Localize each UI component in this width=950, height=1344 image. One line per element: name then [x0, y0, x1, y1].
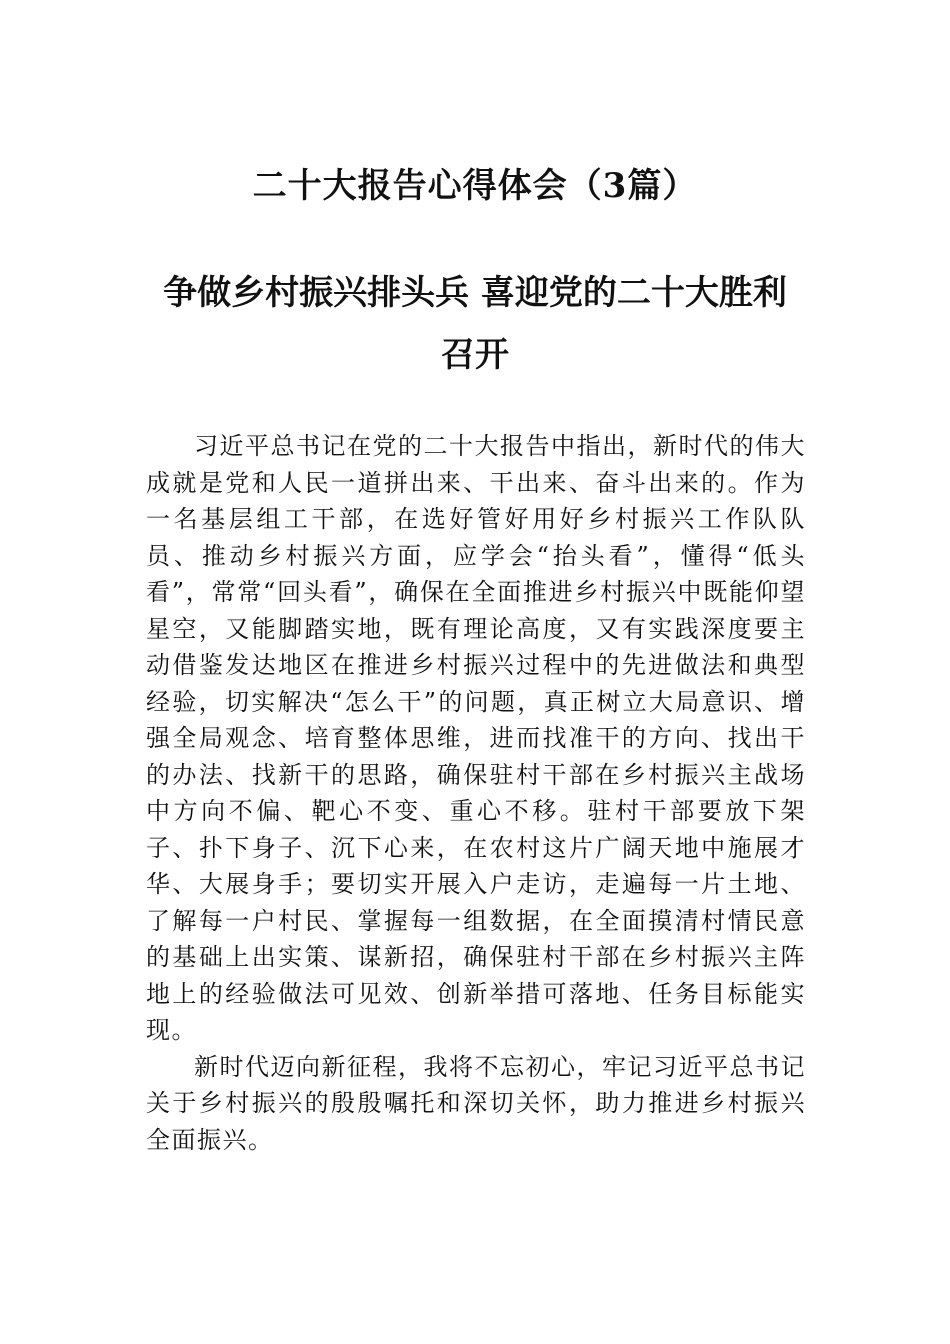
article-title — [130, 262, 820, 386]
article-title-line-2: 召开 — [441, 335, 509, 375]
body-paragraph-1: 习近平总书记在党的二十大报告中指出，新时代的伟大成就是党和人民一道拼出来、干出来、奋斗出来的。作为一名基层组工干部，在选好管好用好乡村振兴工作队队员、推动乡村振兴方面，应学会“抬头看”，懂得“低头看”，常常“回头看”，确保在全面推进乡村振兴中既能仰望星空，又能脚踏实地，既有理论高度，又有实践深度要主动借鉴发达地区在推进乡村振兴过程中的先进做法和典型经验，切实解决“怎么干”的问题，真正树立大局意识、增强全局观念、培育整体思维，进而找准干的方向、找出干的办法、找新干的思路，确保驻村干部在乡村振兴主战场中方向不偏、靶心不变、重心不移。驻村干部要放下架子、扑下身子、沉下心来，在农村这片广阔天地中施展才华、大展身手；要切实开展入户走访，走遍每一片土地、了解每一户村民、掌握每一组数据，在全面摸清村情民意的基础上出实策、谋新招，确保驻村干部在乡村振兴主阵地上的经验做法可见效、创新举措可落地、任务目标能实现。 — [146, 432, 806, 1044]
document-title: 二十大报告心得体会（3篇） — [252, 166, 698, 206]
article-title-line-1: 争做乡村振兴排头兵 喜迎党的二十大胜利 — [163, 273, 787, 313]
body-paragraph-2: 新时代迈向新征程，我将不忘初心，牢记习近平总书记关于乡村振兴的殷殷嘱托和深切关怀，助力推进乡村振兴全面振兴。 — [146, 1052, 806, 1154]
article-body — [146, 428, 806, 1158]
